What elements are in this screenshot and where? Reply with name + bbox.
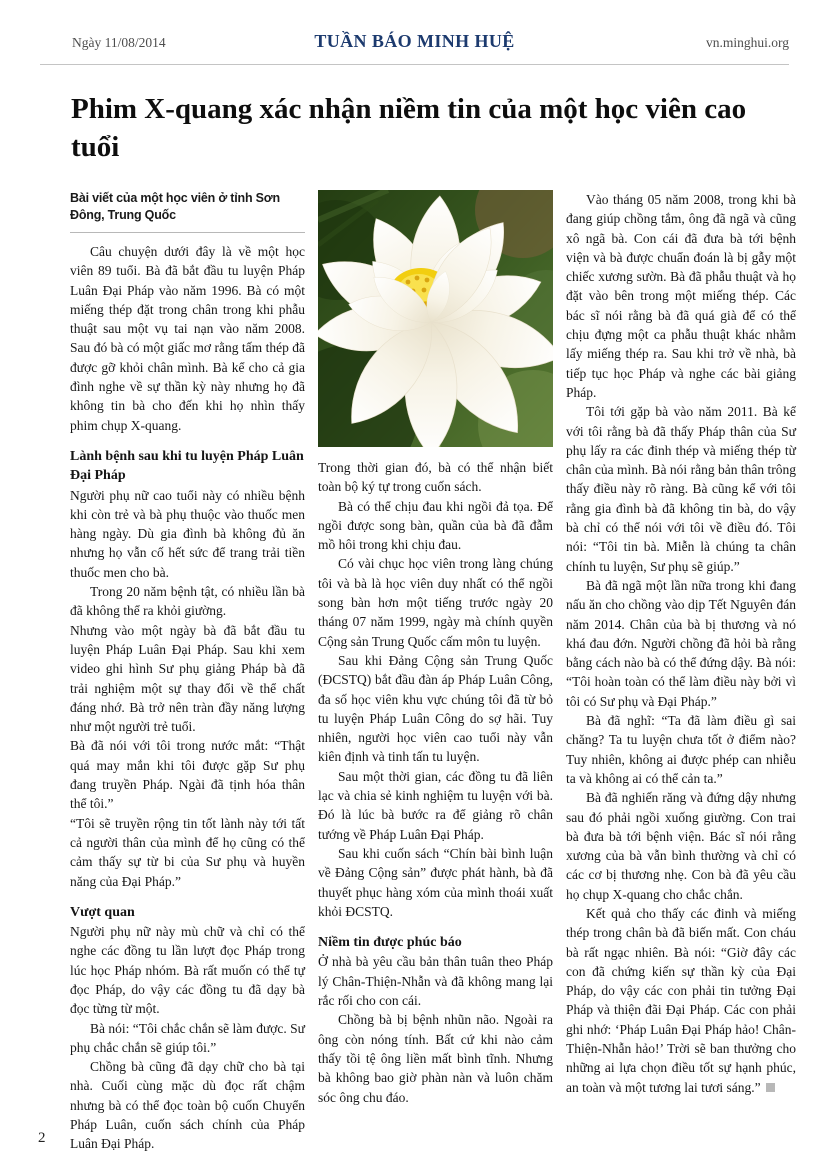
body-paragraph: Bà đã nghĩ: “Ta đã làm điều gì sai chăng? Ta tu luyện chưa tốt ở điểm nào? Tuy nhiên, không ai được phép can nhiễu ta và không ai có thể cản ta.” xyxy=(566,713,796,786)
column-1-text xyxy=(70,242,305,1154)
section-heading: Vượt quan xyxy=(70,904,135,920)
page-number: 2 xyxy=(38,1130,46,1146)
body-paragraph: Bà nói: “Tôi chắc chắn sẽ làm được. Sư phụ chắc chắn sẽ giúp tôi.” xyxy=(70,1020,305,1055)
body-paragraph: “Tôi sẽ truyền rộng tin tốt lành này tới tất cả người thân của mình để họ cũng có thể cảm thấy sự từ bi của Sư phụ và huyền năng của Đại Pháp.” xyxy=(70,815,305,889)
column-2 xyxy=(318,190,553,1154)
body-paragraph: Tôi tới gặp bà vào năm 2011. Bà kể với tôi rằng bà đã thấy Pháp thân của Sư phụ lấy ra các đinh thép và miếng thép từ chân của mình. Bà nói rằng bản thân trông thấy điều này rõ ràng. Bà cũng kể với tôi rằng gia đình bà đã không tin bà, do vậy bà chỉ có thể nói với tôi về điều đó. Tôi nói: “Tôi tin bà. Miễn là chúng ta chân chính tu luyện, Sư phụ sẽ giúp.” xyxy=(566,404,796,574)
body-paragraph: Sau một thời gian, các đồng tu đã liên lạc và chia sẻ kinh nghiệm tu luyện với bà. Đó là lúc bà bước ra để giảng rõ chân tướng về Pháp Luân Đại Pháp. xyxy=(318,768,553,842)
lotus-flower-illustration xyxy=(318,190,553,447)
column-1 xyxy=(70,190,305,1154)
section-heading: Niềm tin được phúc báo xyxy=(318,935,462,951)
body-paragraph: Bà đã nói với tôi trong nước mắt: “Thật quá may mắn khi tôi được gặp Sư phụ đang truyền Pháp. Ngài đã tịnh hóa thân thể tôi.” xyxy=(70,738,305,812)
body-paragraph: Kết quả cho thấy các đinh và miếng thép trong chân bà đã biến mất. Con cháu bà rất ngạc nhiên. Bà nói: “Giờ đây các con đã chứng kiến sự thần kỳ của Đại Pháp, do vậy các con phải tin tưởng Đại Pháp và thiện đãi Đại Pháp. Các con phải ghi nhớ: ‘Pháp Luân Đại Pháp hảo! Chân-Thiện-Nhẫn hảo!’ Trời sẽ ban thưởng cho những ai lựa chọn điều tốt sự hạnh phúc, an toàn và một tương lai tươi sáng.” xyxy=(566,905,796,1095)
lotus-photo xyxy=(318,190,553,447)
column-2-text xyxy=(318,458,553,1107)
body-paragraph: Bà đã ngã một lần nữa trong khi đang nấu ăn cho chồng vào dịp Tết Nguyên đán năm 2014. Chân của bà bị thương và nó khá đau đớn. Người chồng đã hỏi bà rằng bằng cách nào bà có thể đứng dậy. Bà nói: “Tôi hoàn toàn có thể làm điều này bởi vì tôi có Sư phụ và Đại Pháp.” xyxy=(566,577,796,709)
article-columns xyxy=(70,190,796,1154)
masthead-divider xyxy=(40,64,789,65)
body-paragraph: Người phụ nữ này mù chữ và chỉ có thể nghe các đồng tu lần lượt đọc Pháp trong lúc học Pháp nhóm. Bà rất muốn có thể tự đọc Pháp, do vậy các đồng tu đã dạy bà đọc từng từ một. xyxy=(70,924,305,1017)
body-paragraph: Trong thời gian đó, bà có thể nhận biết toàn bộ ký tự trong cuốn sách. xyxy=(318,460,553,495)
newspaper-title: TUẦN BÁO MINH HUỆ xyxy=(314,31,515,51)
body-paragraph: Người phụ nữ cao tuổi này có nhiều bệnh khi còn trẻ và bà phụ thuộc vào thuốc men hàng ngày. Dù gia đình bà không đủ ăn nhưng họ vẫn cố hết sức để trang trải tiền thuốc men cho bà. xyxy=(70,487,305,580)
column-3 xyxy=(566,190,796,1154)
body-paragraph: Bà đã nghiến răng và đứng dậy nhưng sau đó phải ngồi xuống giường. Con trai bà đưa bà tới bệnh viện. Bác sĩ nói rằng xương của bà vẫn bình thường và chỉ có các cơ bị thương nhẹ. Con bà đã yêu cầu họ chụp X-quang cho chắc chắn. xyxy=(566,790,796,902)
article-title: Phim X-quang xác nhận niềm tin của một học viên cao tuổi xyxy=(71,93,747,163)
body-paragraph: Có vài chục học viên trong làng chúng tôi và bà là học viên duy nhất có thể ngồi song bàn hơn một tiếng trước ngày 20 tháng 07 năm 1999, ngày mà chính quyền Cộng sản Trung Quốc cấm môn tu luyện. xyxy=(318,556,553,649)
body-paragraph: Câu chuyện dưới đây là về một học viên 89 tuổi. Bà đã bắt đầu tu luyện Pháp Luân Đại Pháp vào năm 1996. Bà có một miếng thép đặt trong chân trong khi phẫu thuật sau một vụ tai nạn vào năm 2008. Sau đó bà có một giấc mơ rằng tấm thép đã được gỡ khỏi chân mình. Bà kể cho cả gia đình nghe về sự thần kỳ này nhưng họ đã không tin bà cho đến khi họ nhìn thấy phim chụp X-quang. xyxy=(70,244,305,433)
website-url: vn.minghui.org xyxy=(705,35,789,50)
section-heading: Lành bệnh sau khi tu luyện Pháp Luân Đại Pháp xyxy=(70,448,304,484)
body-paragraph: Sau khi Đảng Cộng sản Trung Quốc (ĐCSTQ) bắt đầu đàn áp Pháp Luân Công, đa số học viên khu vực chúng tôi đã từ bỏ tu luyện Pháp Luân Công do sợ hãi. Tuy nhiên, người học viên cao tuổi này vẫn kiên định và tinh tấn tu luyện. xyxy=(318,652,553,765)
body-paragraph: Nhưng vào một ngày bà đã bắt đầu tu luyện Pháp Luân Đại Pháp. Sau khi xem video ghi hình Sư phụ giảng Pháp bà đã trải nghiệm một sự thay đổi về thể chất đáng nhớ. Bà trở nên tràn đầy năng lượng như một người trẻ tuổi. xyxy=(70,622,305,735)
body-paragraph: Vào tháng 05 năm 2008, trong khi bà đang giúp chồng tắm, ông đã ngã và cũng xô ngã bà. Con cái đã đưa bà tới bệnh viện và bà được chuẩn đoán là bị gẫy một chiếc xương sườn. Bà đã phẫu thuật và họ đặt vào bên trong một miếng thép. Các bác sĩ nói rằng bà đã quá già để có thể chịu đựng một ca phẫu thuật khác nhằm lấy miếng thép ra. Sau khi trở về nhà, bà tiếp tục học Pháp và nghe các bài giảng Pháp. xyxy=(566,192,796,400)
body-paragraph: Sau khi cuốn sách “Chín bài bình luận về Đảng Cộng sản” được phát hành, bà đã thuyết phục hàng xóm của mình thoái xuất khỏi ĐCSTQ. xyxy=(318,845,553,919)
byline-divider xyxy=(70,232,305,233)
column-3-text xyxy=(566,190,796,1097)
body-paragraph: Chồng bà bị bệnh nhũn não. Ngoài ra ông còn nóng tính. Bất cứ khi nào cảm thấy tồi tệ ông liền mất bình tĩnh. Nhưng bà không bao giờ phàn nàn và luôn chăm sóc ông chu đáo. xyxy=(318,1012,553,1105)
body-paragraph: Bà có thể chịu đau khi ngồi đả tọa. Để ngồi được song bàn, quần của bà đã đẫm mồ hôi trong khi chịu đau. xyxy=(318,498,553,553)
end-of-article-icon xyxy=(766,1083,775,1092)
body-paragraph: Ở nhà bà yêu cầu bản thân tuân theo Pháp lý Chân-Thiện-Nhẫn và đã không mang lại rắc rối cho con cái. xyxy=(318,954,553,1009)
issue-date: Ngày 11/08/2014 xyxy=(72,35,166,50)
body-paragraph: Trong 20 năm bệnh tật, có nhiều lần bà đã không thể ra khỏi giường. xyxy=(70,584,305,619)
byline: Bài viết của một học viên ở tỉnh Sơn Đông, Trung Quốc xyxy=(70,191,280,222)
body-paragraph: Chồng bà cũng đã dạy chữ cho bà tại nhà. Cuối cùng mặc dù đọc rất chậm nhưng bà có thể đọc toàn bộ cuốn Chuyển Pháp Luân, cuốn sách chính của Pháp Luân Đại Pháp. xyxy=(70,1059,305,1152)
masthead xyxy=(40,31,789,55)
